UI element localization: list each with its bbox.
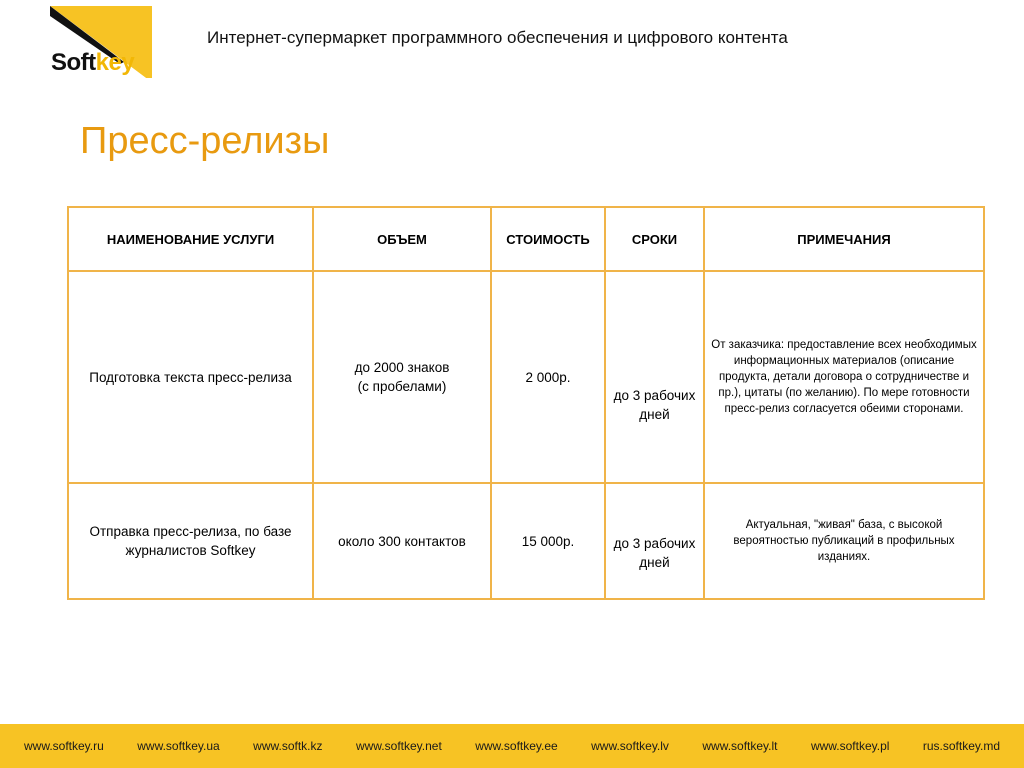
header-volume: ОБЪЕМ <box>313 207 491 271</box>
cell-service: Подготовка текста пресс-релиза <box>68 271 313 483</box>
volume-line: (с пробелами) <box>357 379 447 394</box>
softkey-logo[interactable] <box>50 6 152 78</box>
cell-volume <box>313 483 491 599</box>
footer-link-softkey-ee[interactable]: www.softkey.ee <box>475 739 558 753</box>
footer-link-softkey-lt[interactable]: www.softkey.lt <box>702 739 778 753</box>
cell-term: до 3 рабочих дней <box>605 483 704 599</box>
cell-notes: Актуальная, "живая" база, с высокой вероятностью публикаций в профильных изданиях. <box>704 483 984 599</box>
cell-volume <box>313 271 491 483</box>
header-service: НАИМЕНОВАНИЕ УСЛУГИ <box>68 207 313 271</box>
cell-term: до 3 рабочих дней <box>605 271 704 483</box>
footer-link-softkey-ru[interactable]: www.softkey.ru <box>24 739 104 753</box>
footer-link-softkey-md[interactable]: rus.softkey.md <box>922 739 1000 753</box>
volume-line: до 2000 знаков <box>354 360 450 375</box>
cell-service: Отправка пресс-релиза, по базе журналистов Softkey <box>68 483 313 599</box>
footer-link-softkey-ua[interactable]: www.softkey.ua <box>137 739 220 753</box>
table-row <box>68 483 984 599</box>
footer-link-softkey-pl[interactable]: www.softkey.pl <box>810 739 890 753</box>
table-row <box>68 271 984 483</box>
table-header-row <box>68 207 984 271</box>
logo-soft: Soft <box>51 49 96 76</box>
cell-price: 15 000р. <box>491 483 605 599</box>
page-title: Пресс-релизы <box>80 120 330 162</box>
volume-line: около 300 контактов <box>338 533 466 549</box>
site-tagline: Интернет-супермаркет программного обеспечения и цифрового контента <box>207 28 788 47</box>
footer-link-softkey-lv[interactable]: www.softkey.lv <box>591 739 669 753</box>
logo-key: key <box>95 49 135 76</box>
services-table <box>67 206 985 600</box>
header-price: СТОИМОСТЬ <box>491 207 605 271</box>
header-notes: ПРИМЕЧАНИЯ <box>704 207 984 271</box>
footer-links-bar <box>0 724 1024 768</box>
cell-notes: От заказчика: предоставление всех необходимых информационных материалов (описание продукта, детали договора о сотрудничестве и пр.), цитаты (по желанию). По мере готовности пресс-релиз согласуется обеими сторонами. <box>704 271 984 483</box>
footer-link-softkey-net[interactable]: www.softkey.net <box>355 739 442 753</box>
footer-link-softk-kz[interactable]: www.softk.kz <box>253 739 323 753</box>
header-term: СРОКИ <box>605 207 704 271</box>
logo-wordmark <box>51 50 134 76</box>
cell-price: 2 000р. <box>491 271 605 483</box>
